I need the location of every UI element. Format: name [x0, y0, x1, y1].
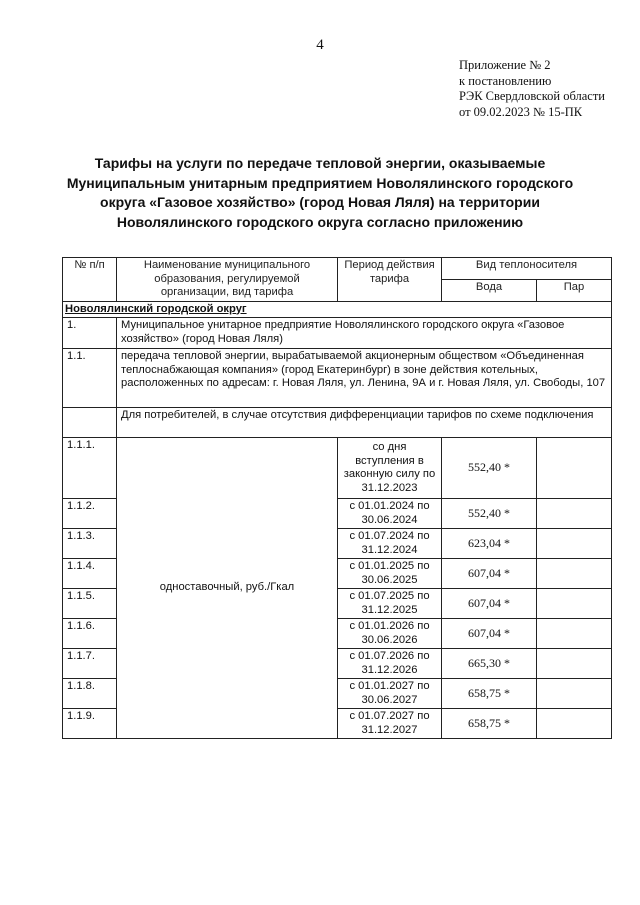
header-carrier: Вид теплоносителя [442, 258, 612, 280]
steam-tariff [537, 649, 612, 679]
row-num: 1.1.7. [63, 649, 117, 679]
page-number: 4 [316, 37, 324, 53]
empty-cell [63, 408, 117, 438]
period-cell: с 01.01.2026 по 30.06.2026 [338, 619, 442, 649]
period-cell: с 01.07.2025 по 31.12.2025 [338, 589, 442, 619]
appendix-line: Приложение № 2 [459, 58, 551, 72]
period-cell: с 01.07.2026 по 31.12.2026 [338, 649, 442, 679]
service-description: передача тепловой энергии, вырабатываемой акционерным обществом «Объединенная теплоснабжающая компания» (город Екатеринбург) в зоне действия котельных, расположенных по адресам: г. Новая Ляля, ул. Ленина, 9А и г. Новая Ляля, ул. Свободы, 107 [117, 349, 612, 408]
steam-tariff [537, 619, 612, 649]
header-water: Вода [442, 279, 537, 301]
water-tariff: 665,30 * [442, 649, 537, 679]
header-num: № п/п [63, 258, 117, 302]
title-line: Муниципальным унитарным предприятием Новолялинского городского [66, 174, 574, 191]
appendix-block [459, 58, 605, 120]
title-line: округа «Газовое хозяйство» (город Новая Ляля) на территории [100, 194, 540, 210]
consumers-note: Для потребителей, в случае отсутствия дифференциации тарифов по схеме подключения [117, 408, 612, 438]
water-tariff: 552,40 * [442, 438, 537, 499]
appendix-line: РЭК Свердловской области [459, 89, 605, 103]
period-cell: с 01.01.2027 по 30.06.2027 [338, 679, 442, 709]
period-cell: с 01.01.2025 по 30.06.2025 [338, 559, 442, 589]
water-tariff: 607,04 * [442, 559, 537, 589]
table-row [63, 438, 612, 499]
period-cell: с 01.01.2024 по 30.06.2024 [338, 499, 442, 529]
steam-tariff [537, 529, 612, 559]
row-num: 1.1.1. [63, 438, 117, 499]
steam-tariff [537, 679, 612, 709]
steam-tariff [537, 499, 612, 529]
header-period: Период действия тарифа [338, 258, 442, 302]
header-name: Наименование муниципального образования, регулируемой организации, вид тарифа [117, 258, 338, 302]
row-num: 1.1.6. [63, 619, 117, 649]
row-num: 1.1.8. [63, 679, 117, 709]
appendix-line: к постановлению [459, 73, 552, 88]
appendix-line: от 09.02.2023 № 15-ПК [459, 104, 583, 119]
organization-name: Муниципальное унитарное предприятие Новолялинского городского округа «Газовое хозяйство» (город Новая Ляля) [117, 318, 612, 349]
water-tariff: 658,75 * [442, 679, 537, 709]
steam-tariff [537, 589, 612, 619]
tariff-table [62, 257, 612, 739]
document-title [60, 154, 580, 232]
region-row: Новолялинский городской округ [63, 301, 612, 318]
water-tariff: 552,40 * [442, 499, 537, 529]
steam-tariff [537, 559, 612, 589]
period-cell: со дня вступления в законную силу по 31.12.2023 [338, 438, 442, 499]
water-tariff: 607,04 * [442, 619, 537, 649]
steam-tariff [537, 709, 612, 739]
row-num: 1.1.2. [63, 499, 117, 529]
row-num: 1. [63, 318, 117, 349]
title-line: Новолялинского городского округа согласно приложению [116, 213, 524, 230]
row-num: 1.1.5. [63, 589, 117, 619]
title-line: Тарифы на услуги по передаче тепловой энергии, оказываемые [94, 155, 546, 171]
period-cell: с 01.07.2024 по 31.12.2024 [338, 529, 442, 559]
tariff-type: одноставочный, руб./Гкал [117, 438, 338, 739]
row-num: 1.1.9. [63, 709, 117, 739]
steam-tariff [537, 438, 612, 499]
header-steam: Пар [537, 279, 612, 301]
row-num: 1.1.4. [63, 559, 117, 589]
water-tariff: 607,04 * [442, 589, 537, 619]
row-num: 1.1. [63, 349, 117, 408]
water-tariff: 623,04 * [442, 529, 537, 559]
period-cell: с 01.07.2027 по 31.12.2027 [338, 709, 442, 739]
water-tariff: 658,75 * [442, 709, 537, 739]
row-num: 1.1.3. [63, 529, 117, 559]
